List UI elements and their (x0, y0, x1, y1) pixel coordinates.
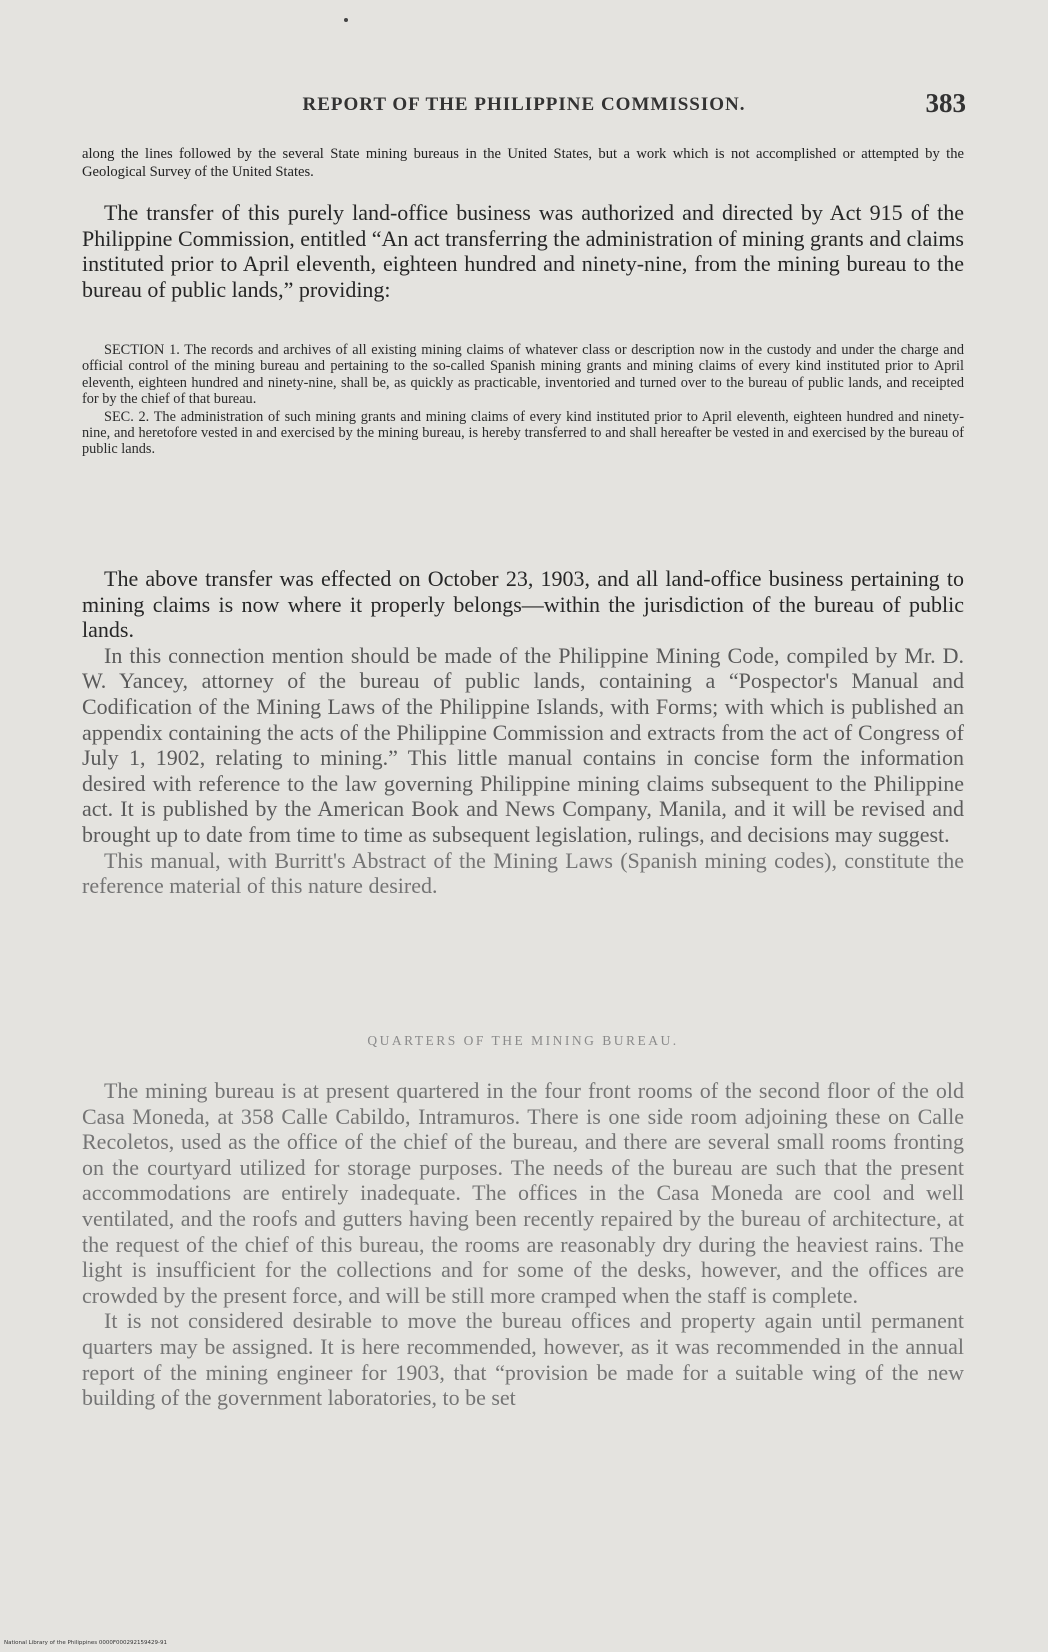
body-paragraph-mining-code: In this connection mention should be made of the Philippine Mining Code, compiled by Mr. D. W. Yancey, attorney of the bureau of public lands, containing a “Pospector's Manual and Codification of the Mining Laws of the Philippine Islands, with Forms; with which is published an appendix containing the acts of the Philippine Commission and extracts from the act of Congress of July 1, 1902, relating to mining.” This little manual contains in concise form the information desired with reference to the law governing Philippine mining claims subsequent to the Philippine act. It is published by the American Book and News Company, Manila, and it will be revised and brought up to date from time to time as subsequent legislation, rulings, and decisions may suggest. (82, 642, 964, 847)
body-paragraph-manual: This manual, with Burritt's Abstract of the Mining Laws (Spanish mining codes), constitute the reference material of this nature desired. (82, 847, 964, 899)
body-paragraph-transfer: The above transfer was effected on October 23, 1903, and all land-office business pertaining to mining claims is now where it properly belongs—within the jurisdiction of the bureau of public lands. (82, 566, 964, 643)
body-block (82, 566, 964, 899)
specks (344, 18, 348, 22)
quarters-paragraph-1: The mining bureau is at present quartered in the four front rooms of the second floor of the old Casa Moneda, at 358 Calle Cabildo, Intramuros. There is one side room adjoining these on Calle Recoletos, used as the office of the chief of the bureau, and there are several small rooms fronting on the courtyard utilized for storage purposes. The needs of the bureau are such that the present accommodations are entirely inadequate. The offices in the Casa Moneda are cool and well ventilated, and the roofs and gutters having been recently repaired by the bureau of architecture, at the request of the chief of this bureau, the rooms are reasonably dry during the heaviest rains. The light is insufficient for the collections and for some of the desks, however, and the offices are crowded by the present force, and will be still more cramped when the staff is complete. (82, 1078, 964, 1308)
act-quotation (82, 342, 964, 458)
quarters-block (82, 1078, 964, 1411)
footer-stamp: National Library of the Philippines 0000F000292159429-91 (4, 1640, 167, 1646)
section-heading: QUARTERS OF THE MINING BUREAU. (367, 1033, 679, 1048)
page-number: 383 (925, 88, 966, 118)
running-header: REPORT OF THE PHILIPPINE COMMISSION. (302, 94, 746, 115)
intro-block (82, 200, 964, 302)
continuation-text: along the lines followed by the several State mining bureaus in the United States, but a work which is not accomplished or attempted by the Geological Survey of the United States. (82, 146, 964, 180)
intro-paragraph: The transfer of this purely land-office business was authorized and directed by Act 915 of the Philippine Commission, entitled “An act transferring the administration of mining grants and claims instituted prior to April eleventh, eighteen hundred and ninety-nine, from the mining bureau to the bureau of public lands,” providing: (82, 200, 964, 302)
act-section-2: SEC. 2. The administration of such mining grants and mining claims of every kind instituted prior to April eleventh, eighteen hundred and ninety-nine, and heretofore vested in and exercised by the mining bureau, is hereby transferred to and shall hereafter be vested in and exercised by the bureau of public lands. (82, 408, 964, 458)
quarters-paragraph-2: It is not considered desirable to move the bureau offices and property again until permanent quarters may be assigned. It is here recommended, however, as it was recommended in the annual report of the mining engineer for 1903, that “provision be made for a suitable wing of the new building of the government laboratories, to be set (82, 1308, 964, 1411)
act-section-1: SECTION 1. The records and archives of all existing mining claims of whatever class or description now in the custody and under the charge and official control of the mining bureau and pertaining to the so-called Spanish mining grants and mining claims of every kind instituted prior to April eleventh, eighteen hundred and ninety-nine, shall be, as quickly as practicable, inventoried and turned over to the bureau of public lands, and receipted for by the chief of that bureau. (82, 342, 964, 408)
